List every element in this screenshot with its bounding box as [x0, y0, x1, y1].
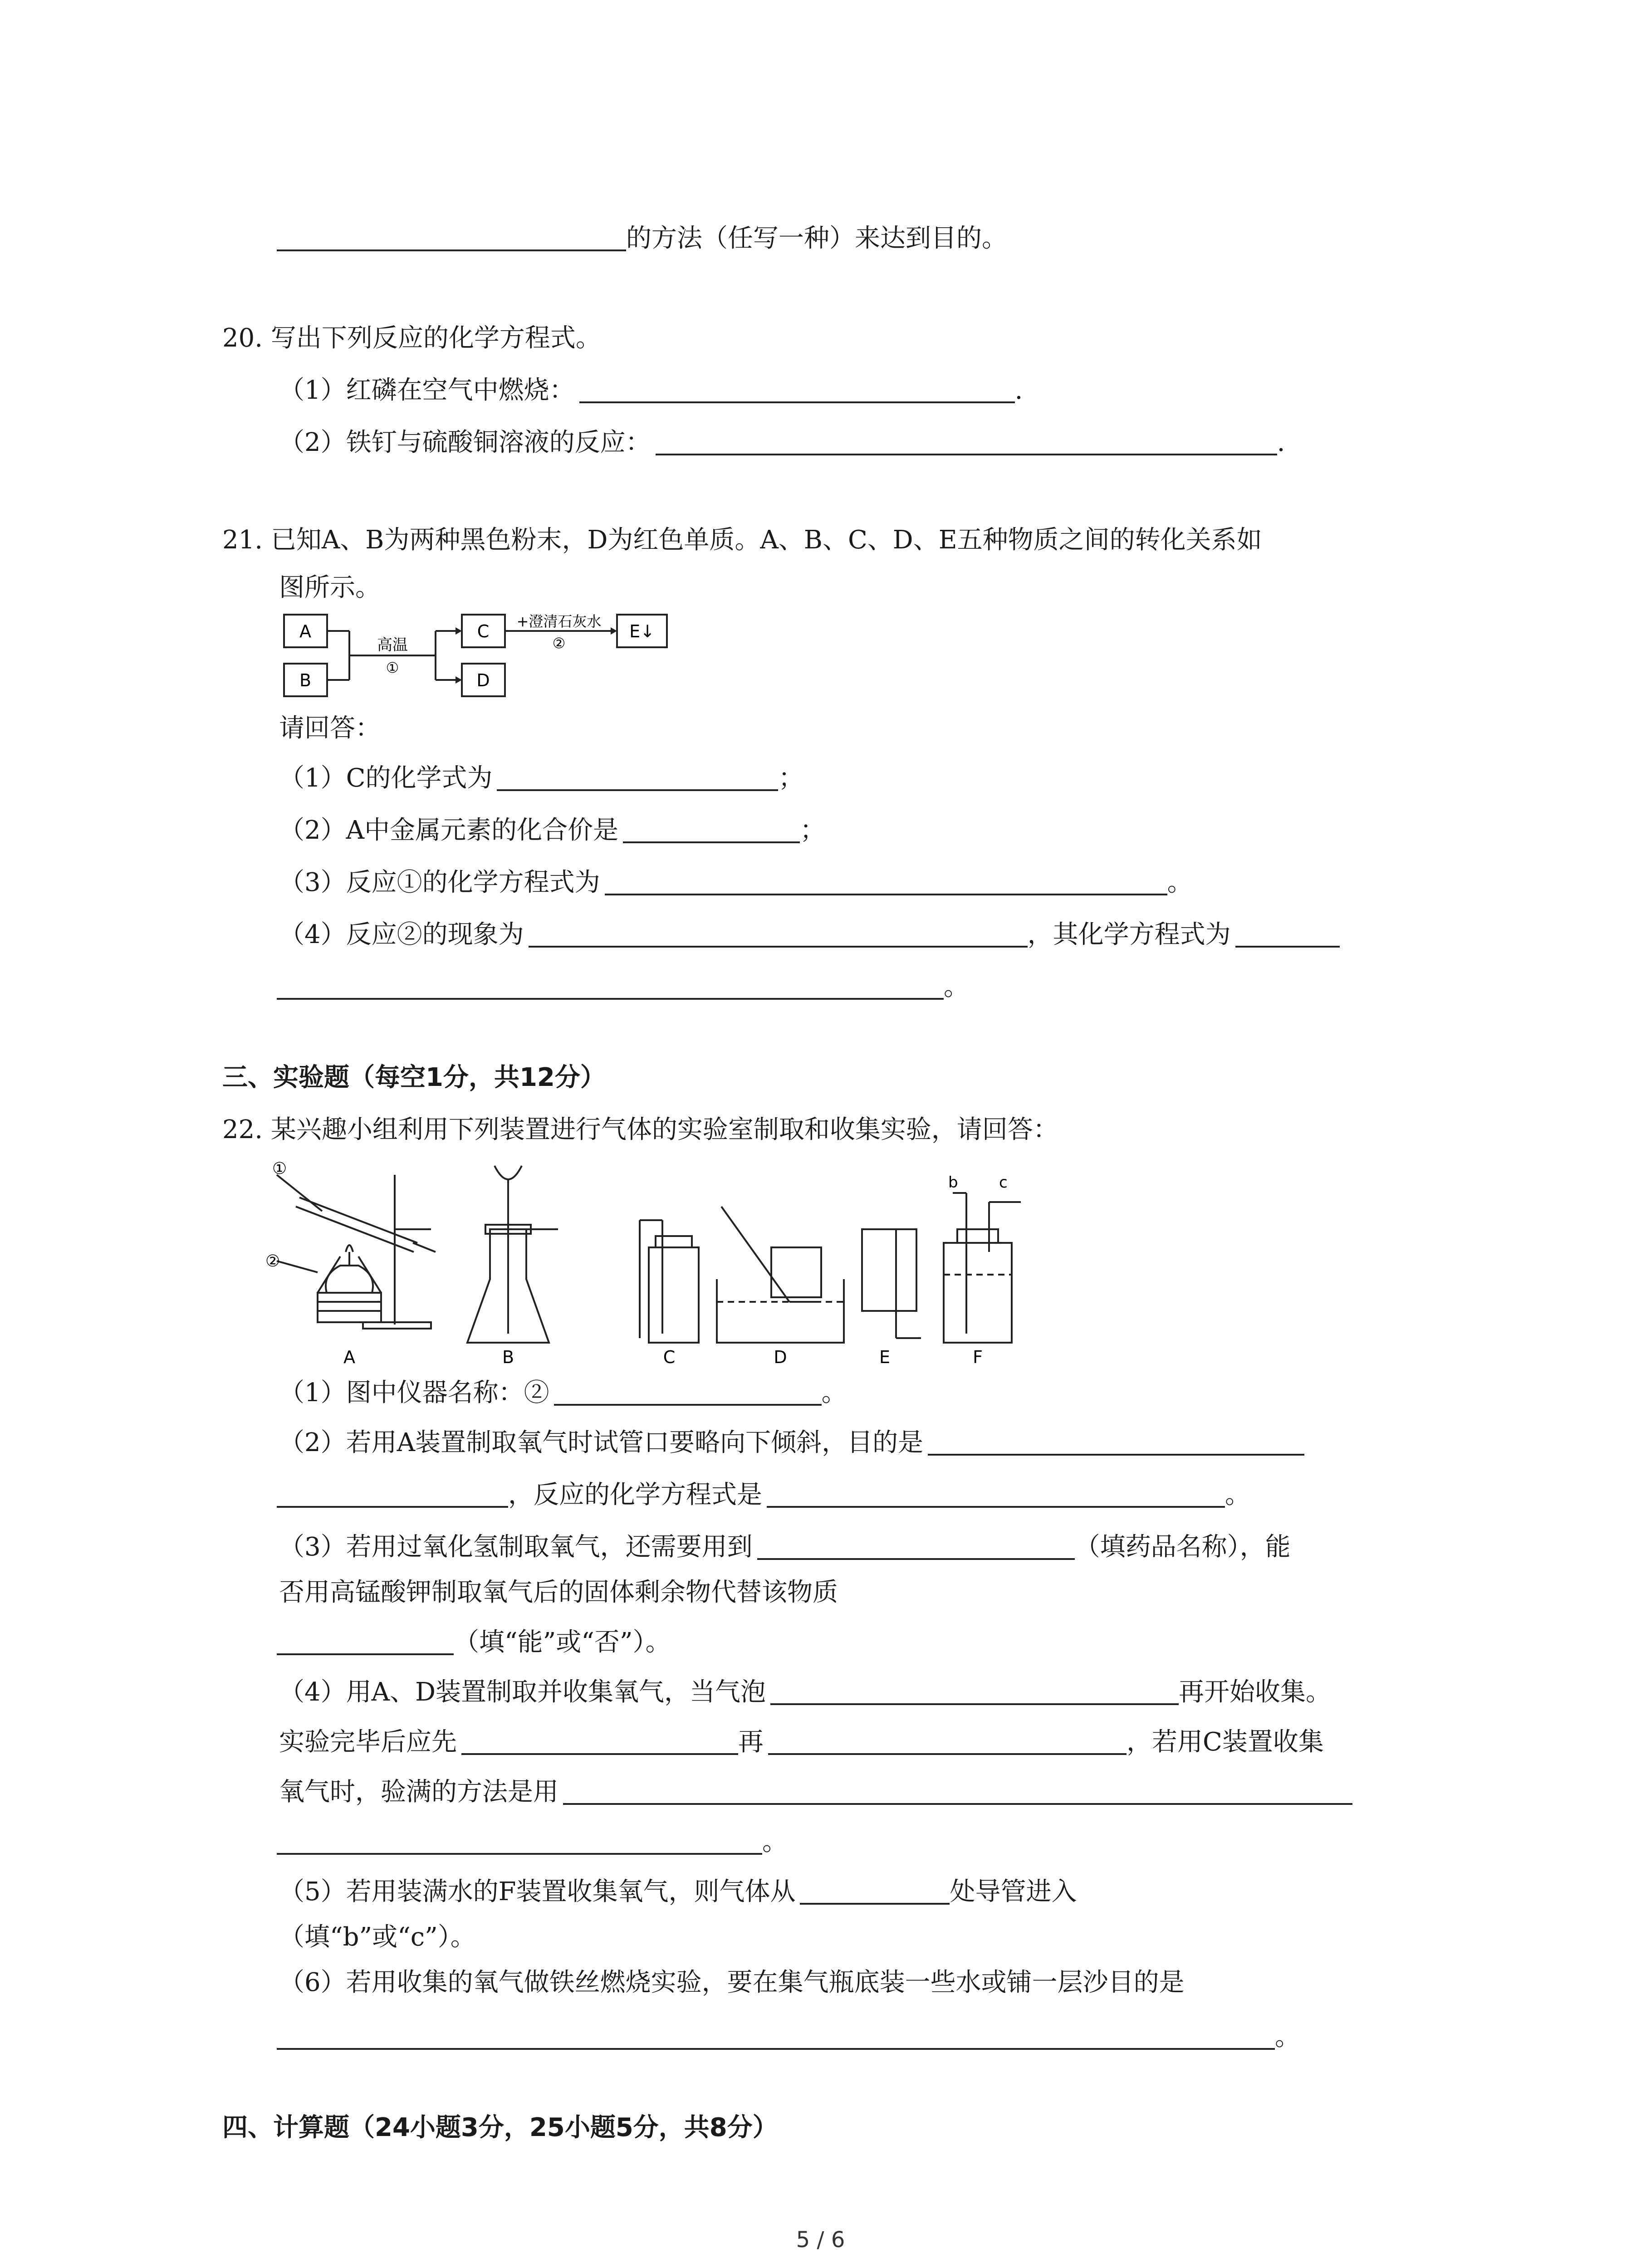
q20-part1: （1）红磷在空气中燃烧： .: [279, 376, 1023, 405]
q21-part2: （2）A中金属元素的化合价是 ；: [279, 816, 826, 845]
q22-part6: （6）若用收集的氧气做铁丝燃烧实验，要在集气瓶底装一些水或铺一层沙目的是: [279, 1968, 1185, 1997]
answer-blank[interactable]: [757, 1532, 1075, 1560]
apparatus-e-label: E: [879, 1347, 891, 1367]
answer-blank[interactable]: [277, 1627, 454, 1655]
answer-blank[interactable]: [768, 1727, 1127, 1755]
apparatus-d-label: D: [774, 1347, 787, 1367]
q21-part3: （3）反应①的化学方程式为 。: [279, 868, 1193, 897]
q22-part5-cont: （填“b”或“c”）。: [279, 1922, 476, 1952]
answer-blank[interactable]: [277, 1480, 508, 1508]
section-4-title: 四、计算题（24小题3分，25小题5分，共8分）: [222, 2113, 778, 2142]
label-d: D: [476, 670, 490, 690]
q22-part4-cont2: 氧气时，验满的方法是用: [279, 1776, 1352, 1809]
instrument-mark-2: ②: [265, 1252, 280, 1271]
page-number: 5 / 6: [796, 2227, 845, 2253]
answer-blank[interactable]: [579, 375, 1015, 403]
apparatus-c-label: C: [663, 1347, 676, 1367]
label-b: B: [299, 670, 312, 690]
apparatus-b-label: B: [502, 1347, 514, 1367]
q21-stem-line2: 图所示。: [279, 573, 381, 602]
q21-part1: （1）C的化学式为 ；: [279, 763, 804, 793]
answer-blank[interactable]: [767, 1480, 1225, 1508]
mark-2: ②: [552, 635, 566, 652]
q20-part2: （2）铁钉与硫酸铜溶液的反应： .: [279, 428, 1285, 457]
q21-prompt: 请回答：: [279, 714, 381, 743]
q21-part4-cont: 。: [277, 971, 969, 1003]
label-e: E↓: [629, 621, 655, 641]
answer-blank[interactable]: [529, 919, 1028, 948]
q22-part3-cont: 否用高锰酸钾制取氧气后的固体剩余物代替该物质: [279, 1578, 838, 1607]
answer-blank[interactable]: [497, 763, 778, 791]
answer-blank[interactable]: [277, 2022, 1275, 2050]
q21-transformation-diagram: [281, 610, 671, 701]
q21-stem-line1: 21. 已知A、B为两种黑色粉末，D为红色单质。A、B、C、D、E五种物质之间的转化关系如: [222, 525, 1262, 555]
answer-blank[interactable]: [928, 1427, 1304, 1456]
q19-line: 的方法（任写一种）来达到目的。: [277, 222, 1007, 255]
q22-part6-cont: 。: [277, 2021, 1300, 2053]
answer-blank[interactable]: [277, 1827, 762, 1855]
q22-part4-cont: 实验完毕后应先 再 ，若用C装置收集: [279, 1727, 1324, 1757]
answer-blank[interactable]: [623, 815, 800, 843]
q22-apparatus-figure: [265, 1159, 1039, 1370]
section-3-title: 三、实验题（每空1分，共12分）: [222, 1063, 606, 1092]
q22-part4-cont3: 。: [277, 1826, 788, 1858]
q22-part3: （3）若用过氧化氢制取氧气，还需要用到 （填药品名称），能: [279, 1532, 1291, 1562]
condition-2: +澄清石灰水: [516, 613, 602, 630]
mark-1: ①: [386, 659, 399, 676]
apparatus-a-label: A: [343, 1347, 355, 1367]
instrument-mark-1: ①: [272, 1159, 287, 1178]
answer-blank[interactable]: [605, 867, 1167, 895]
answer-blank[interactable]: [563, 1777, 1352, 1805]
label-a: A: [299, 621, 311, 641]
q22-stem: 22. 某兴趣小组利用下列装置进行气体的实验室制取和收集实验，请回答：: [222, 1115, 1058, 1144]
q22-part3-cont2: （填“能”或“否”）。: [277, 1626, 671, 1659]
q22-part1: （1）图中仪器名称：② 。: [279, 1378, 847, 1408]
answer-blank[interactable]: [800, 1877, 950, 1905]
q22-part2: （2）若用A装置制取氧气时试管口要略向下倾斜，目的是: [279, 1427, 1304, 1459]
port-b-label: b: [948, 1173, 958, 1192]
answer-blank[interactable]: [554, 1378, 822, 1406]
port-c-label: c: [999, 1173, 1008, 1192]
answer-blank[interactable]: [461, 1727, 738, 1755]
apparatus-f-label: F: [973, 1347, 983, 1367]
label-c: C: [477, 621, 490, 641]
answer-blank[interactable]: [770, 1677, 1179, 1705]
answer-blank[interactable]: [1235, 919, 1340, 948]
condition-1: 高温: [377, 636, 408, 654]
q22-part2-cont: ，反应的化学方程式是 。: [277, 1479, 1250, 1511]
answer-blank[interactable]: [277, 972, 944, 1000]
answer-blank[interactable]: [656, 427, 1277, 455]
q20-stem: 20. 写出下列反应的化学方程式。: [222, 323, 601, 353]
q22-part4: （4）用A、D装置制取并收集氧气，当气泡 再开始收集。: [279, 1677, 1331, 1707]
q22-part5: （5）若用装满水的F装置收集氧气，则气体从 处导管进入: [279, 1877, 1077, 1906]
answer-blank[interactable]: [277, 223, 626, 251]
q21-part4: （4）反应②的现象为 ，其化学方程式为: [279, 919, 1340, 951]
